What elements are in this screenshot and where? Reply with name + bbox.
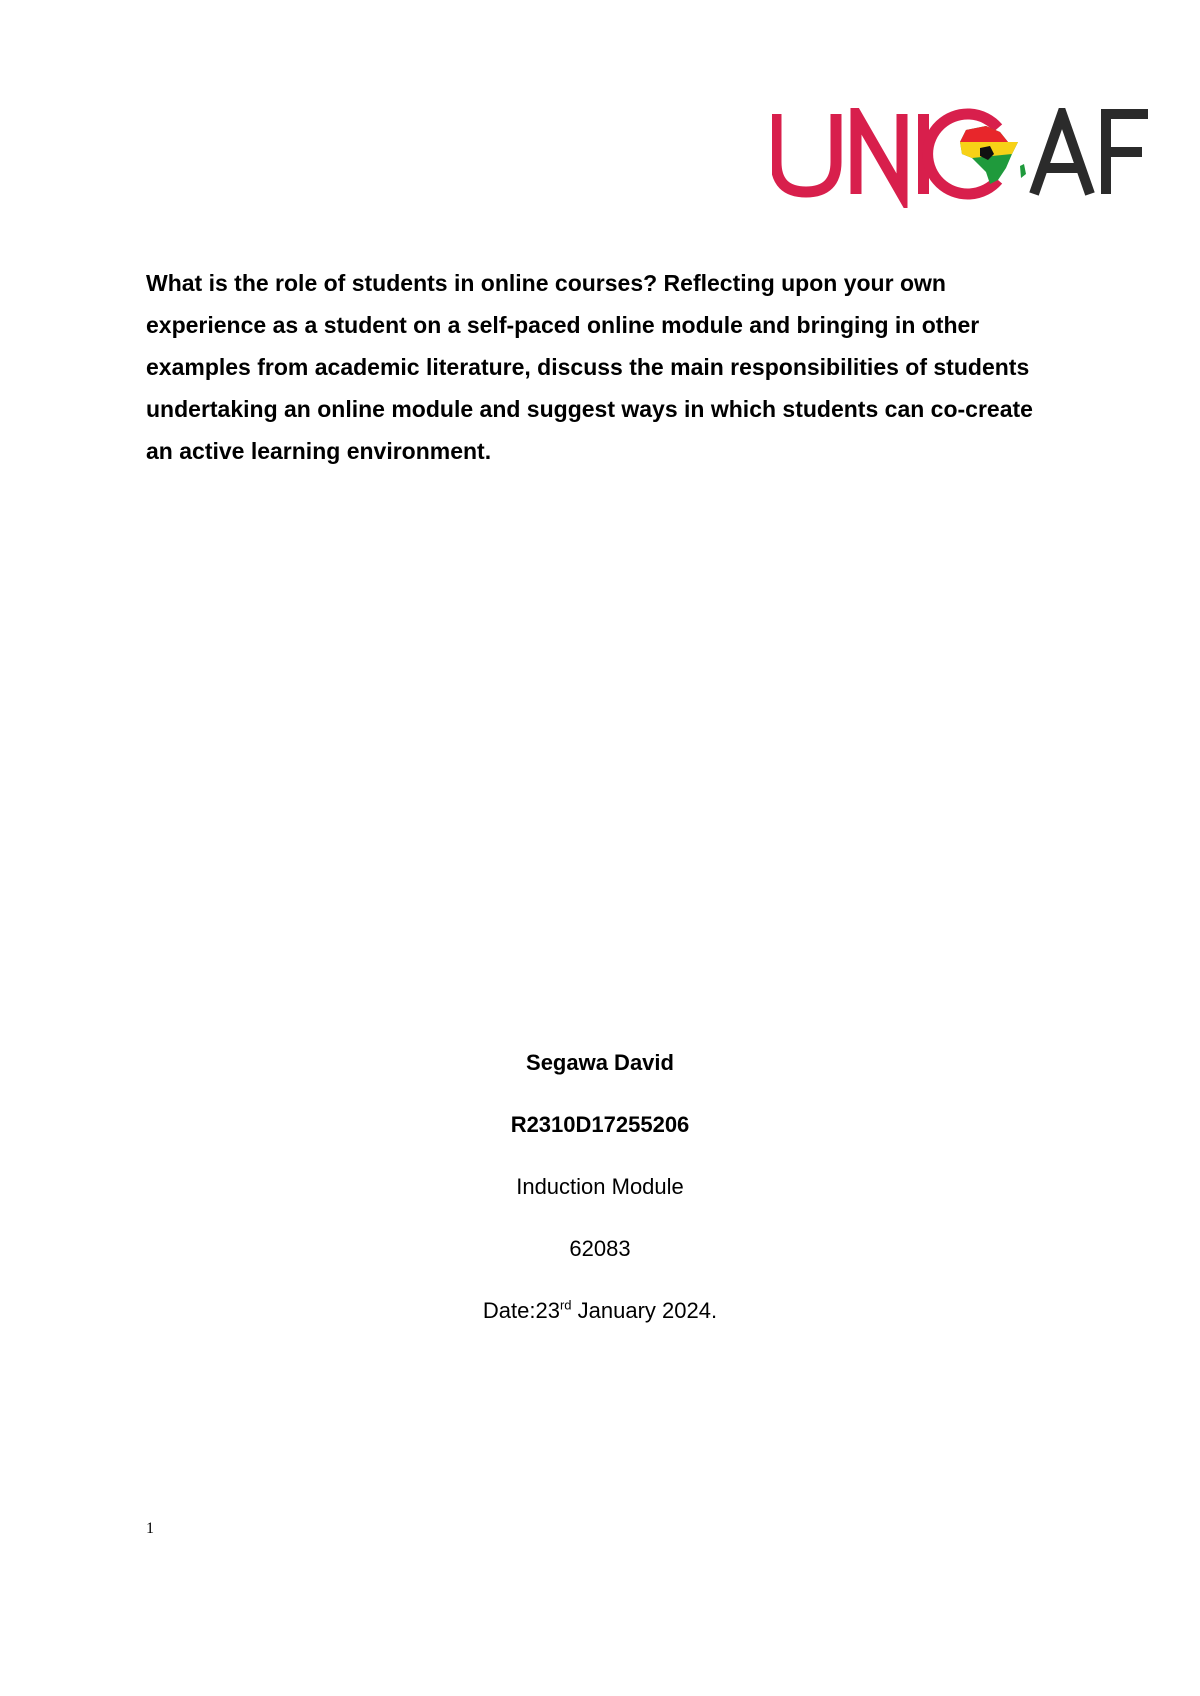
author-name: Segawa David xyxy=(526,1050,674,1075)
unicaf-logo xyxy=(772,108,1152,208)
student-id: R2310D17255206 xyxy=(510,1112,690,1137)
date-rest: January 2024. xyxy=(571,1298,718,1323)
submission-date xyxy=(0,1296,1200,1326)
date-ordinal-suffix: rd xyxy=(559,1297,572,1313)
date-prefix: Date:23 xyxy=(482,1298,560,1323)
assignment-question: What is the role of students in online courses? Reflecting upon your own experience as a student on a self-paced online module and bringing in other examples from academic literature, discuss the main responsibilities of students undertaking an online module and suggest ways in which students can co-create an active learning environment. xyxy=(146,270,1033,464)
module-code: 62083 xyxy=(569,1236,631,1261)
page-number: 1 xyxy=(146,1520,154,1537)
africa-map-icon xyxy=(960,126,1026,184)
module-name: Induction Module xyxy=(516,1174,684,1199)
